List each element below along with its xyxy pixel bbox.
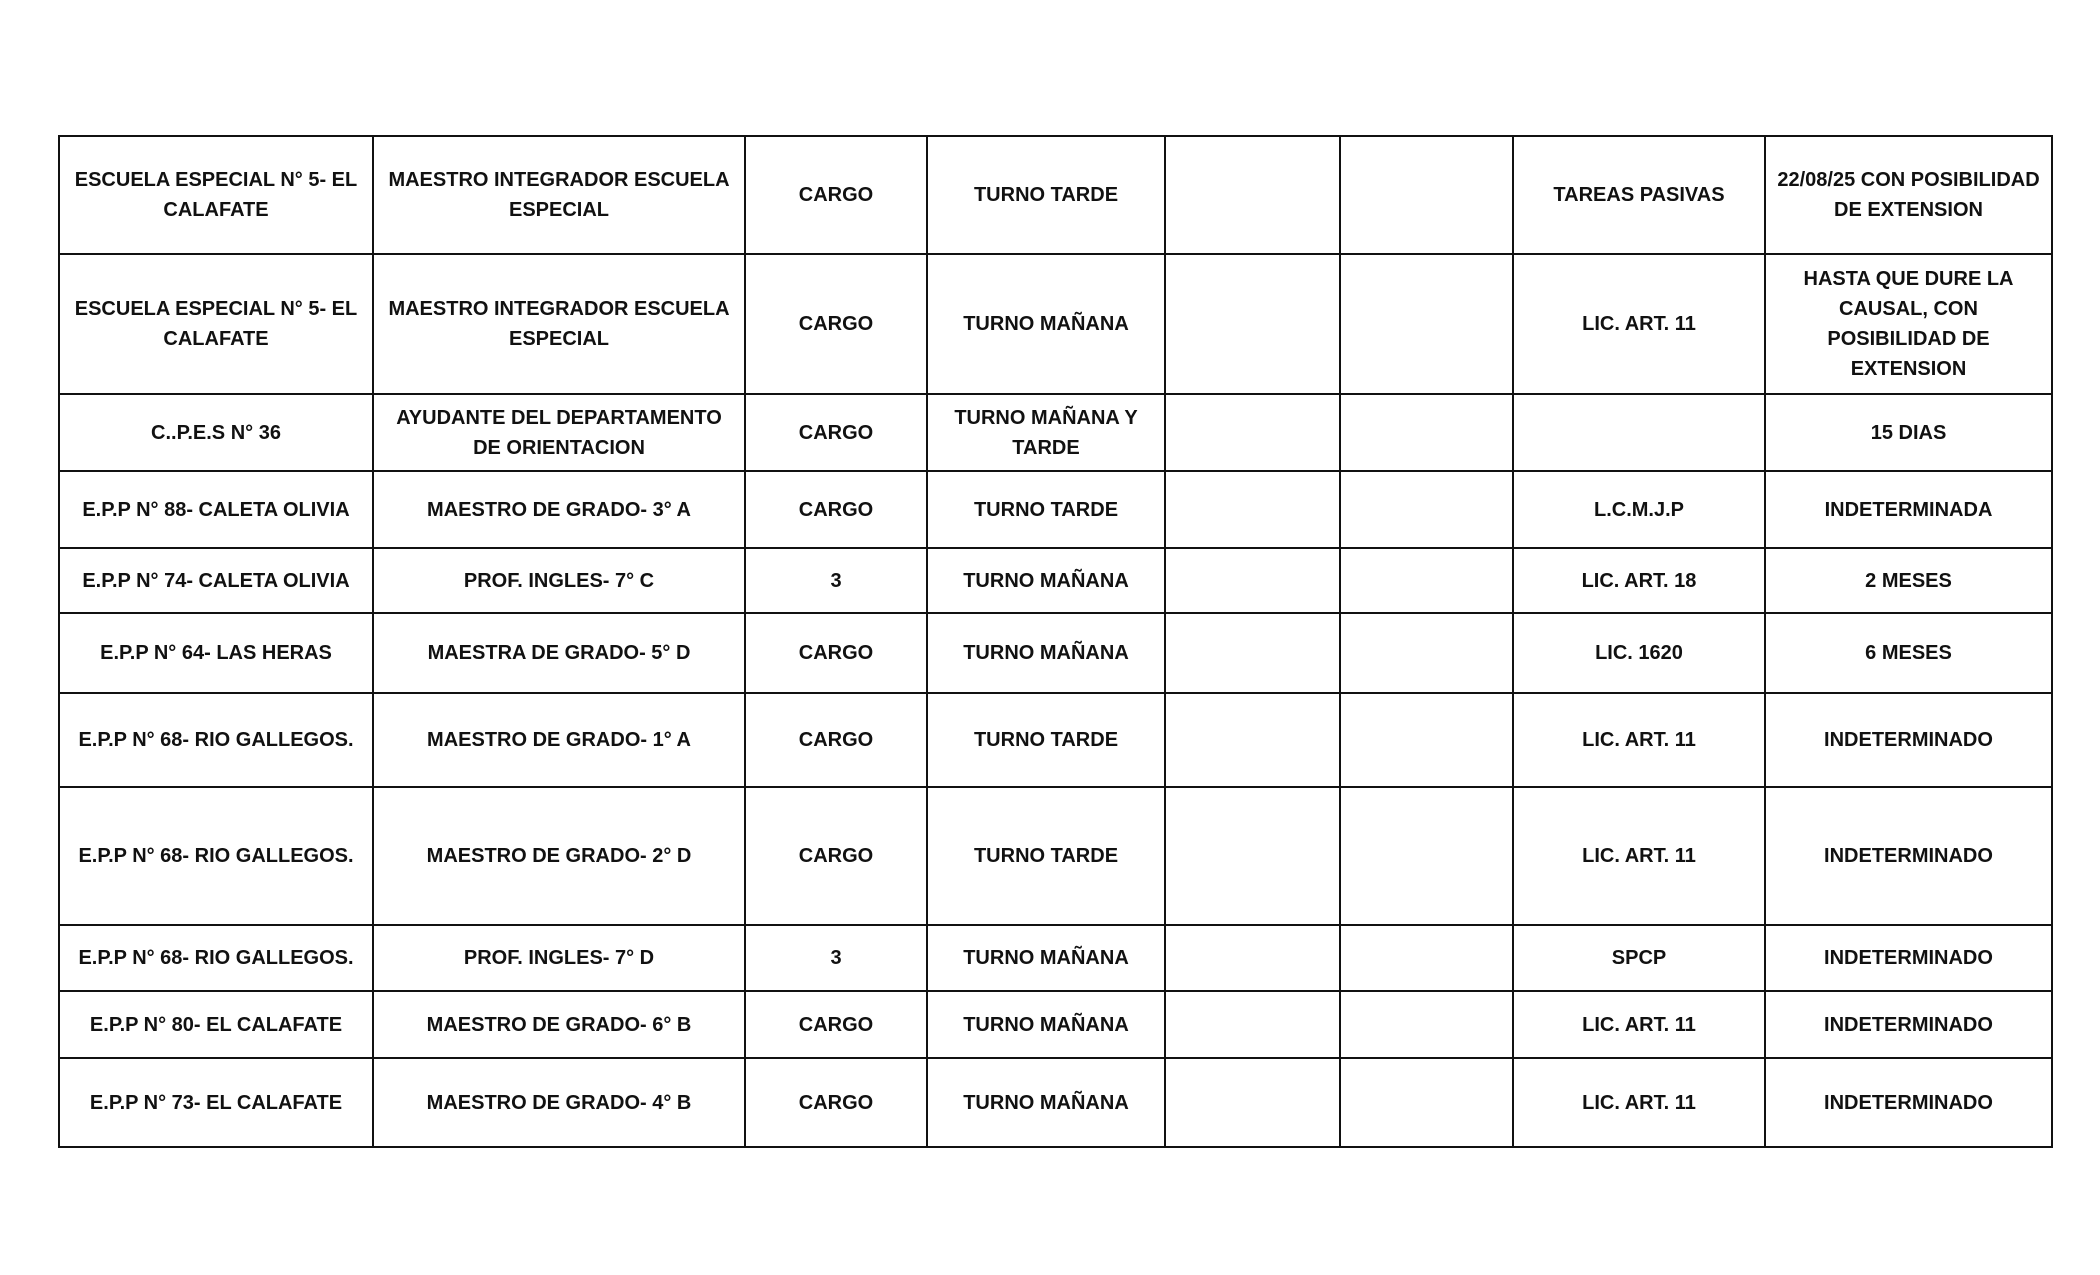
cell-empty-col6 (1340, 613, 1513, 693)
vacancies-table (58, 135, 2053, 1148)
cell-cargo: MAESTRO DE GRADO- 3° A (373, 471, 745, 548)
cell-turno: TURNO MAÑANA (927, 925, 1165, 991)
cell-duracion: 22/08/25 CON POSIBILIDAD DE EXTENSION (1765, 136, 2052, 254)
cell-horas: 3 (745, 925, 927, 991)
table-row (59, 136, 2052, 254)
cell-empty-col6 (1340, 471, 1513, 548)
cell-escuela: E.P.P N° 68- RIO GALLEGOS. (59, 693, 373, 787)
cell-motivo: L.C.M.J.P (1513, 471, 1765, 548)
table-row (59, 613, 2052, 693)
cell-turno: TURNO TARDE (927, 693, 1165, 787)
cell-escuela: E.P.P N° 73- EL CALAFATE (59, 1058, 373, 1147)
cell-escuela: ESCUELA ESPECIAL N° 5- EL CALAFATE (59, 254, 373, 394)
cell-duracion: INDETERMINADO (1765, 1058, 2052, 1147)
cell-cargo: MAESTRO DE GRADO- 6° B (373, 991, 745, 1058)
cell-escuela: E.P.P N° 68- RIO GALLEGOS. (59, 925, 373, 991)
cell-cargo: MAESTRO INTEGRADOR ESCUELA ESPECIAL (373, 136, 745, 254)
cell-horas: CARGO (745, 254, 927, 394)
cell-turno: TURNO MAÑANA (927, 991, 1165, 1058)
cell-motivo: LIC. ART. 18 (1513, 548, 1765, 613)
cell-cargo: MAESTRO DE GRADO- 1° A (373, 693, 745, 787)
cell-cargo: PROF. INGLES- 7° D (373, 925, 745, 991)
cell-turno: TURNO MAÑANA (927, 1058, 1165, 1147)
cell-empty-col5 (1165, 613, 1340, 693)
cell-empty-col5 (1165, 136, 1340, 254)
cell-empty-col6 (1340, 925, 1513, 991)
cell-empty-col5 (1165, 1058, 1340, 1147)
cell-horas: CARGO (745, 1058, 927, 1147)
cell-turno: TURNO MAÑANA (927, 613, 1165, 693)
cell-turno: TURNO TARDE (927, 471, 1165, 548)
cell-duracion: INDETERMINADO (1765, 991, 2052, 1058)
table-row (59, 991, 2052, 1058)
cell-escuela: E.P.P N° 68- RIO GALLEGOS. (59, 787, 373, 925)
cell-horas: CARGO (745, 693, 927, 787)
table-row (59, 548, 2052, 613)
cell-empty-col5 (1165, 471, 1340, 548)
table-row (59, 1058, 2052, 1147)
cell-motivo: LIC. ART. 11 (1513, 787, 1765, 925)
cell-duracion: INDETERMINADA (1765, 471, 2052, 548)
table-row (59, 254, 2052, 394)
cell-motivo: LIC. 1620 (1513, 613, 1765, 693)
table-row (59, 787, 2052, 925)
cell-motivo (1513, 394, 1765, 471)
cell-cargo: MAESTRO DE GRADO- 2° D (373, 787, 745, 925)
cell-horas: 3 (745, 548, 927, 613)
cell-empty-col5 (1165, 548, 1340, 613)
table-row (59, 394, 2052, 471)
cell-duracion: HASTA QUE DURE LA CAUSAL, CON POSIBILIDAD DE EXTENSION (1765, 254, 2052, 394)
cell-duracion: INDETERMINADO (1765, 693, 2052, 787)
cell-empty-col5 (1165, 394, 1340, 471)
cell-turno: TURNO TARDE (927, 787, 1165, 925)
cell-motivo: LIC. ART. 11 (1513, 991, 1765, 1058)
cell-turno: TURNO TARDE (927, 136, 1165, 254)
cell-escuela: E.P.P N° 88- CALETA OLIVIA (59, 471, 373, 548)
cell-empty-col6 (1340, 787, 1513, 925)
cell-horas: CARGO (745, 787, 927, 925)
cell-cargo: MAESTRO INTEGRADOR ESCUELA ESPECIAL (373, 254, 745, 394)
cell-duracion: INDETERMINADO (1765, 787, 2052, 925)
cell-cargo: MAESTRO DE GRADO- 4° B (373, 1058, 745, 1147)
table-row (59, 693, 2052, 787)
cell-cargo: PROF. INGLES- 7° C (373, 548, 745, 613)
cell-motivo: LIC. ART. 11 (1513, 254, 1765, 394)
cell-empty-col6 (1340, 394, 1513, 471)
cell-empty-col6 (1340, 136, 1513, 254)
cell-empty-col6 (1340, 693, 1513, 787)
cell-empty-col6 (1340, 254, 1513, 394)
cell-horas: CARGO (745, 471, 927, 548)
cell-turno: TURNO MAÑANA (927, 548, 1165, 613)
cell-horas: CARGO (745, 613, 927, 693)
cell-turno: TURNO MAÑANA Y TARDE (927, 394, 1165, 471)
cell-cargo: AYUDANTE DEL DEPARTAMENTO DE ORIENTACION (373, 394, 745, 471)
cell-horas: CARGO (745, 394, 927, 471)
cell-empty-col6 (1340, 548, 1513, 613)
cell-duracion: 2 MESES (1765, 548, 2052, 613)
cell-horas: CARGO (745, 136, 927, 254)
cell-duracion: 6 MESES (1765, 613, 2052, 693)
cell-empty-col5 (1165, 991, 1340, 1058)
cell-motivo: SPCP (1513, 925, 1765, 991)
cell-horas: CARGO (745, 991, 927, 1058)
cell-empty-col5 (1165, 787, 1340, 925)
cell-turno: TURNO MAÑANA (927, 254, 1165, 394)
cell-motivo: LIC. ART. 11 (1513, 693, 1765, 787)
cell-motivo: TAREAS PASIVAS (1513, 136, 1765, 254)
cell-empty-col5 (1165, 254, 1340, 394)
cell-empty-col6 (1340, 1058, 1513, 1147)
document-sheet (58, 135, 2051, 1148)
cell-empty-col5 (1165, 693, 1340, 787)
cell-duracion: 15 DIAS (1765, 394, 2052, 471)
cell-empty-col5 (1165, 925, 1340, 991)
table-row (59, 471, 2052, 548)
cell-escuela: C..P.E.S N° 36 (59, 394, 373, 471)
cell-empty-col6 (1340, 991, 1513, 1058)
cell-motivo: LIC. ART. 11 (1513, 1058, 1765, 1147)
cell-escuela: E.P.P N° 80- EL CALAFATE (59, 991, 373, 1058)
cell-cargo: MAESTRA DE GRADO- 5° D (373, 613, 745, 693)
cell-escuela: ESCUELA ESPECIAL N° 5- EL CALAFATE (59, 136, 373, 254)
cell-duracion: INDETERMINADO (1765, 925, 2052, 991)
cell-escuela: E.P.P N° 64- LAS HERAS (59, 613, 373, 693)
cell-escuela: E.P.P N° 74- CALETA OLIVIA (59, 548, 373, 613)
table-row (59, 925, 2052, 991)
